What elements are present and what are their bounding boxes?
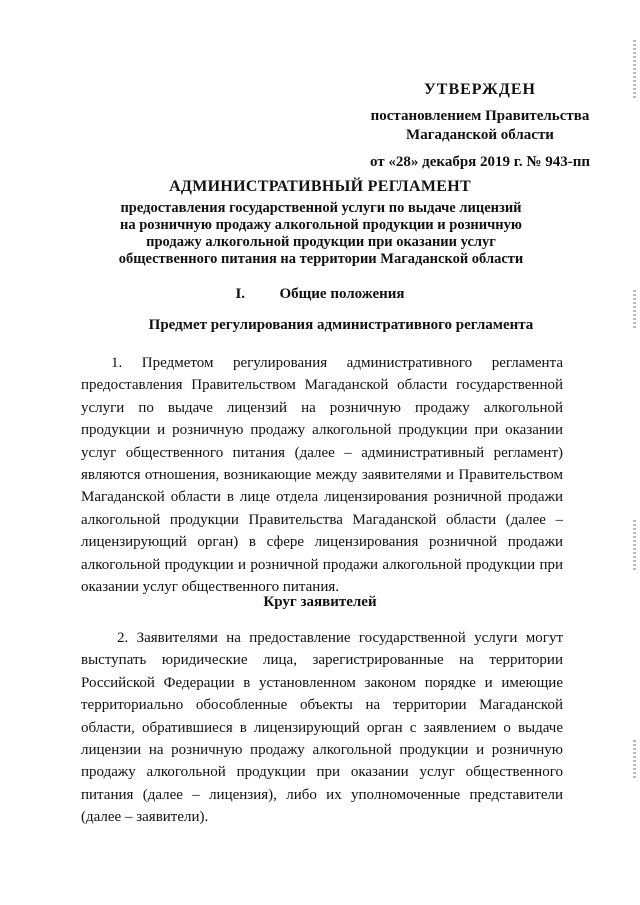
document-subtitle <box>80 200 562 268</box>
document-title: АДМИНИСТРАТИВНЫЙ РЕГЛАМЕНТ <box>169 178 471 195</box>
section-heading <box>80 286 560 303</box>
approval-date: от «28» декабря 2019 г. № 943-пп <box>369 154 590 170</box>
subtitle-line: на розничную продажу алкогольной продукции и розничную <box>120 217 522 233</box>
subsection-title: Круг заявителей <box>263 594 377 610</box>
section-title: Общие положения <box>279 286 405 302</box>
subtitle-line: общественного питания на территории Магаданской области <box>118 251 524 267</box>
subsection-title: Предмет регулирования административного регламента <box>148 317 534 333</box>
scan-artifact <box>633 520 636 570</box>
subtitle-line: продажу алкогольной продукции при оказании услуг <box>146 234 496 250</box>
paragraph: 1. Предметом регулирования административного регламента предоставления Правительством Магаданской области государственной услуги по выдаче лицензий на розничную продажу алкогольной продукции и розничную продажу алкогольной продукции при оказании услуг общественного питания (далее – административный регламент) являются отношения, возникающие между заявителями и Правительством Магаданской области в лице отдела лицензирования розничной продажи алкогольной продукции Правительства Магаданской области (далее – лицензирующий орган) в сфере лицензирования розничной продажи алкогольной продукции и розничной продажи алкогольной продукции при оказании услуг общественного питания. <box>81 355 563 596</box>
scan-artifact <box>633 290 636 330</box>
approval-stamp <box>360 80 600 172</box>
paragraph: 2. Заявителями на предоставление государственной услуги могут выступать юридические лица, зарегистрированные на территории Российской Федерации в установленном законом порядке и имеющие территориально обособленные объекты на территории Магаданской области, обратившиеся в лицензирующий орган с заявлением о выдаче лицензии на розничную продажу алкогольной продукции и розничную продажу алкогольной продукции при оказании услуг общественного питания (далее – лицензия), либо их уполномоченные представители (далее – заявители). <box>81 630 563 826</box>
scan-artifact <box>633 40 636 100</box>
subtitle-line: предоставления государственной услуги по выдаче лицензий <box>120 200 522 216</box>
approval-title: УТВЕРЖДЕН <box>424 81 536 98</box>
section-number: I. <box>235 286 246 302</box>
approval-line-1: постановлением Правительства <box>370 108 590 124</box>
approval-line-2: Магаданской области <box>406 127 554 143</box>
scan-artifact <box>633 740 636 780</box>
